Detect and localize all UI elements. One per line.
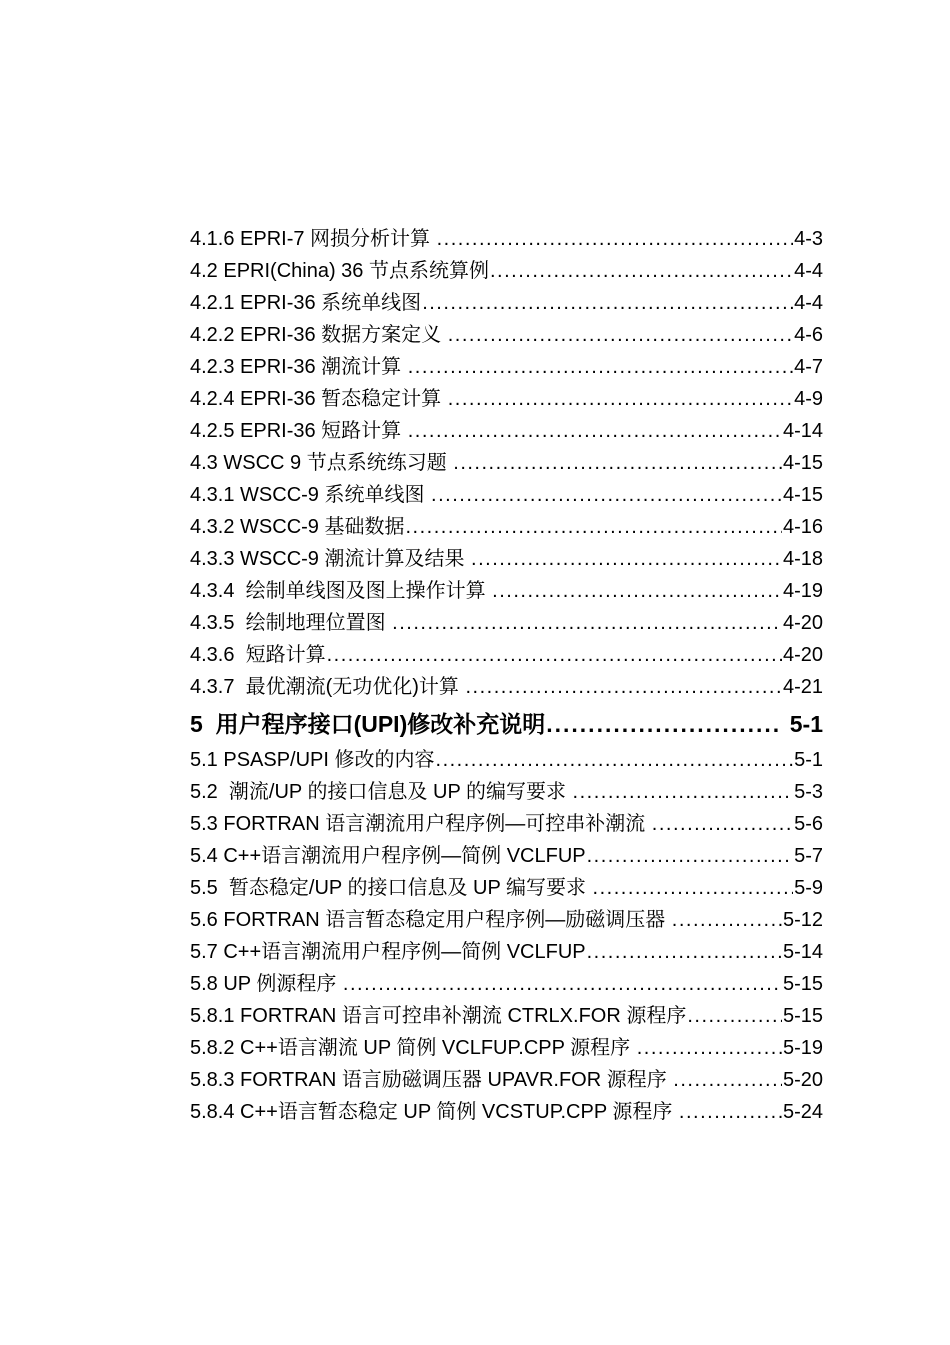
- toc-entry-page: 4-20: [782, 612, 823, 634]
- toc-entry[interactable]: [190, 872, 823, 904]
- dot-leader: [587, 840, 793, 872]
- toc-entry-page: 4-3: [794, 228, 823, 250]
- toc-entry-label: 5.5 暂态稳定/UP 的接口信息及 UP 编写要求: [190, 877, 592, 899]
- toc-entry-page: 4-16: [782, 516, 823, 538]
- toc-entry[interactable]: [190, 904, 823, 936]
- dot-leader: [392, 607, 782, 639]
- toc-entry-label: 5.8.4 C++语言暂态稳定 UP 简例 VCSTUP.CPP 源程序: [190, 1101, 678, 1123]
- toc-entry-label: 4.2.2 EPRI-36 数据方案定义: [190, 324, 447, 346]
- toc-entry-page: 5-9: [794, 877, 823, 899]
- dot-leader: [687, 1000, 782, 1032]
- toc-entry-page: 4-4: [794, 260, 823, 282]
- dot-leader: [637, 1032, 782, 1064]
- toc-entry-label: 4.3.3 WSCC-9 潮流计算及结果: [190, 548, 471, 570]
- toc-entry-page: 5-24: [782, 1101, 823, 1123]
- toc-entry[interactable]: [190, 511, 823, 543]
- toc-entry[interactable]: [190, 808, 823, 840]
- dot-leader: [492, 575, 782, 607]
- dot-leader: [408, 351, 793, 383]
- toc-entry-page: 5-3: [794, 781, 823, 803]
- dot-leader: [546, 704, 780, 744]
- toc-entry-page: 5-15: [782, 973, 823, 995]
- toc-entry[interactable]: [190, 1096, 823, 1128]
- dot-leader: [408, 415, 782, 447]
- toc-entry-page: 4-6: [794, 324, 823, 346]
- dot-leader: [573, 776, 794, 808]
- toc-entry[interactable]: [190, 704, 823, 744]
- toc-entry[interactable]: [190, 575, 823, 607]
- toc-entry[interactable]: [190, 1032, 823, 1064]
- dot-leader: [679, 1096, 782, 1128]
- toc-entry-label: 4.3.4 绘制单线图及图上操作计算: [190, 580, 492, 602]
- toc-entry-label: 4.2.1 EPRI-36 系统单线图: [190, 292, 422, 314]
- toc-entry-page: 5-1: [794, 749, 823, 771]
- toc-entry-page: 4-4: [794, 292, 823, 314]
- toc-entry[interactable]: [190, 543, 823, 575]
- toc-entry[interactable]: [190, 383, 823, 415]
- toc-entry-label: 4.1.6 EPRI-7 网损分析计算: [190, 228, 436, 250]
- toc-entry-page: 4-7: [794, 356, 823, 378]
- dot-leader: [673, 1064, 782, 1096]
- dot-leader: [465, 671, 781, 703]
- toc-entry-label: 4.2 EPRI(China) 36 节点系统算例: [190, 260, 489, 282]
- toc-entry-page: 4-14: [782, 420, 823, 442]
- toc-entry[interactable]: [190, 255, 823, 287]
- toc-entry-label: 5.8.3 FORTRAN 语言励磁调压器 UPAVR.FOR 源程序: [190, 1069, 673, 1091]
- toc-entry[interactable]: [190, 671, 823, 703]
- toc-entry-page: 5-14: [782, 941, 823, 963]
- toc-entry[interactable]: [190, 639, 823, 671]
- dot-leader: [672, 904, 782, 936]
- toc-entry-page: 4-15: [782, 452, 823, 474]
- toc-entry-page: 4-18: [782, 548, 823, 570]
- toc-entry[interactable]: [190, 968, 823, 1000]
- dot-leader: [471, 543, 782, 575]
- toc-entry-page: 5-6: [794, 813, 823, 835]
- toc-entry[interactable]: [190, 223, 823, 255]
- dot-leader: [448, 383, 793, 415]
- toc-entry-label: 5.8.1 FORTRAN 语言可控串补潮流 CTRLX.FOR 源程序: [190, 1005, 687, 1027]
- toc-entry-label: 5.3 FORTRAN 语言潮流用户程序例—可控串补潮流: [190, 813, 651, 835]
- toc-entry-label: 5.8.2 C++语言潮流 UP 简例 VCLFUP.CPP 源程序: [190, 1037, 636, 1059]
- dot-leader: [343, 968, 782, 1000]
- toc-entry-page: 4-20: [782, 644, 823, 666]
- toc-entry-page: 5-1: [789, 711, 823, 737]
- toc-entry-page: 5-19: [782, 1037, 823, 1059]
- toc-entry-page: 5-20: [782, 1069, 823, 1091]
- dot-leader: [405, 511, 781, 543]
- toc-entry-page: 4-21: [782, 676, 823, 698]
- toc-entry-label: 4.3.2 WSCC-9 基础数据: [190, 516, 405, 538]
- toc-entry[interactable]: [190, 1000, 823, 1032]
- dot-leader: [327, 639, 782, 671]
- toc-entry-label: 4.3.5 绘制地理位置图: [190, 612, 392, 634]
- toc-entry-label: 5.1 PSASP/UPI 修改的内容: [190, 749, 435, 771]
- toc-entry-label: 5 用户程序接口(UPI)修改补充说明: [190, 711, 546, 737]
- toc-entry-label: 4.2.3 EPRI-36 潮流计算: [190, 356, 407, 378]
- toc-entry[interactable]: [190, 319, 823, 351]
- toc-entry-label: 5.8 UP 例源程序: [190, 973, 342, 995]
- dot-leader: [587, 936, 782, 968]
- dot-leader: [453, 447, 782, 479]
- toc-entry[interactable]: [190, 415, 823, 447]
- toc-entry[interactable]: [190, 1064, 823, 1096]
- toc-entry[interactable]: [190, 607, 823, 639]
- toc-entry[interactable]: [190, 447, 823, 479]
- toc-entry-page: 5-15: [782, 1005, 823, 1027]
- toc-entry-page: 5-12: [782, 909, 823, 931]
- toc-entry-label: 4.3.1 WSCC-9 系统单线图: [190, 484, 431, 506]
- toc-entry[interactable]: [190, 287, 823, 319]
- toc-entry-label: 5.4 C++语言潮流用户程序例—简例 VCLFUP: [190, 845, 586, 867]
- dot-leader: [422, 287, 793, 319]
- dot-leader: [652, 808, 793, 840]
- toc-entry-label: 4.3.7 最优潮流(无功优化)计算: [190, 676, 465, 698]
- toc-entry-label: 4.3 WSCC 9 节点系统练习题: [190, 452, 453, 474]
- dot-leader: [436, 744, 794, 776]
- toc-entry-label: 4.3.6 短路计算: [190, 644, 326, 666]
- toc-entry-page: 4-19: [782, 580, 823, 602]
- dot-leader: [448, 319, 793, 351]
- toc-entry[interactable]: [190, 936, 823, 968]
- toc-entry-page: 4-15: [782, 484, 823, 506]
- table-of-contents: [190, 223, 823, 1128]
- toc-entry-label: 5.7 C++语言潮流用户程序例—简例 VCLFUP: [190, 941, 586, 963]
- toc-entry[interactable]: [190, 351, 823, 383]
- toc-entry[interactable]: [190, 840, 823, 872]
- toc-entry-page: 5-7: [794, 845, 823, 867]
- toc-entry-label: 5.6 FORTRAN 语言暂态稳定用户程序例—励磁调压器: [190, 909, 671, 931]
- dot-leader: [490, 255, 793, 287]
- dot-leader: [431, 479, 782, 511]
- dot-leader: [593, 872, 794, 904]
- toc-entry-label: 4.2.4 EPRI-36 暂态稳定计算: [190, 388, 447, 410]
- dot-leader: [437, 223, 793, 255]
- toc-entry-label: 5.2 潮流/UP 的接口信息及 UP 的编写要求: [190, 781, 572, 803]
- toc-entry[interactable]: [190, 744, 823, 776]
- toc-entry[interactable]: [190, 479, 823, 511]
- toc-entry-page: 4-9: [794, 388, 823, 410]
- toc-entry[interactable]: [190, 776, 823, 808]
- toc-entry-label: 4.2.5 EPRI-36 短路计算: [190, 420, 407, 442]
